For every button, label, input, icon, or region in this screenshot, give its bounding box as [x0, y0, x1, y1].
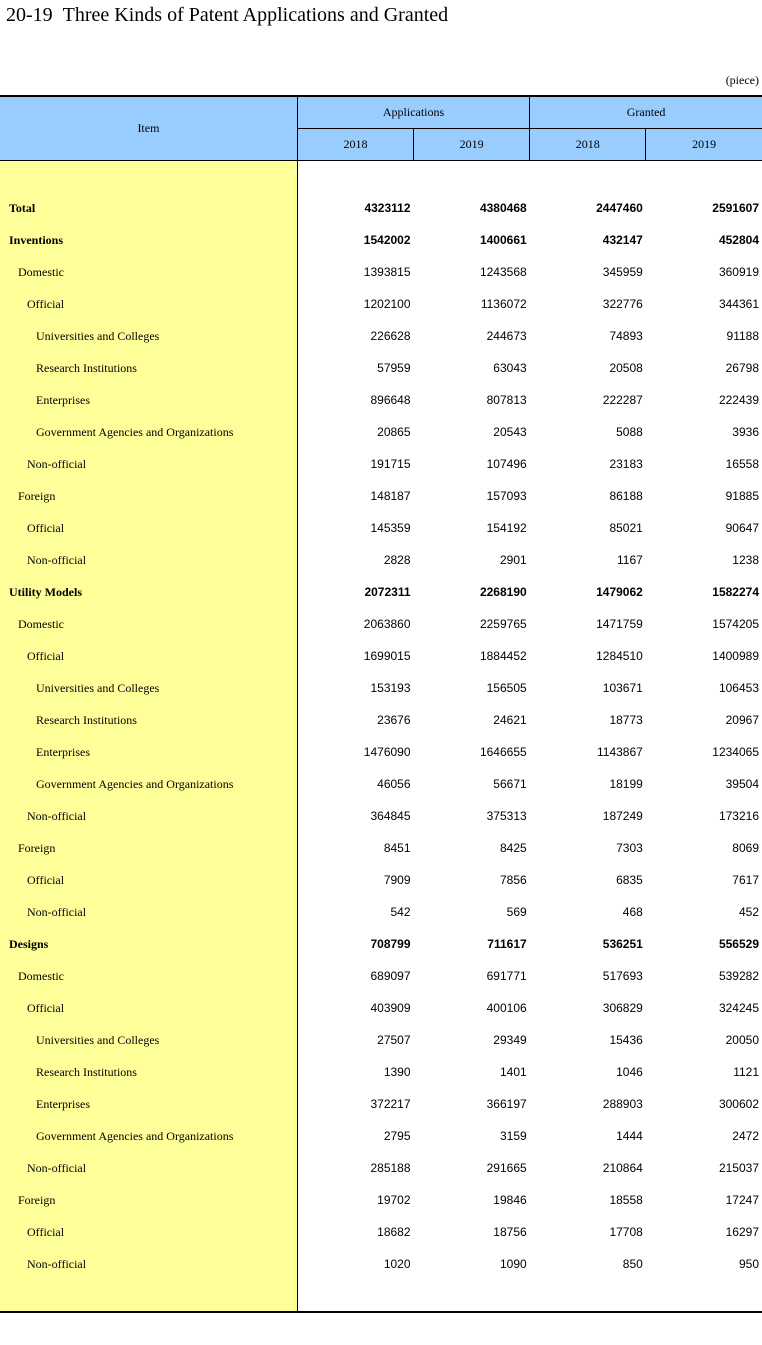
granted-2018-value: 18558 [609, 1193, 643, 1207]
applications-2018-value: 4323112 [364, 201, 411, 215]
applications-2019-value: 691771 [486, 969, 527, 983]
applications-2018-value: 8451 [383, 841, 411, 855]
table-row [0, 960, 762, 992]
applications-2018-value: 148187 [370, 489, 411, 503]
applications-2019-value: 366197 [486, 1097, 527, 1111]
table-row [0, 320, 762, 352]
row-label: Non-official [0, 1152, 297, 1184]
granted-2019-value: 91188 [726, 329, 759, 343]
applications-2018-value: 285188 [370, 1161, 411, 1175]
applications-2019-value: 157093 [486, 489, 527, 503]
granted-2018-value: 5088 [616, 425, 643, 439]
table-row [0, 832, 762, 864]
granted-2018-value: 187249 [602, 809, 643, 823]
row-label: Research Institutions [0, 352, 297, 384]
applications-2019-value: 2259765 [479, 617, 527, 631]
applications-2018-value: 2063860 [363, 617, 411, 631]
applications-2019-value: 711617 [487, 937, 527, 951]
spacer-value-cell [530, 161, 646, 193]
applications-2018-value: 27507 [377, 1033, 411, 1047]
applications-2018-value: 1699015 [363, 649, 411, 663]
granted-2018-value: 1167 [617, 553, 643, 567]
spacer-value-cell [414, 161, 530, 193]
applications-2018-value: 226628 [370, 329, 411, 343]
row-label: Non-official [0, 448, 297, 480]
granted-2018-value: 517693 [602, 969, 643, 983]
granted-2019-value: 91885 [725, 489, 759, 503]
granted-2018-value: 2447460 [596, 201, 643, 215]
granted-2019-value: 222439 [718, 393, 759, 407]
table-row [0, 1184, 762, 1216]
spacer-value-cell [646, 161, 762, 193]
granted-2018-value: 1471759 [596, 617, 643, 631]
granted-2018-value: 850 [622, 1257, 643, 1271]
table-body [0, 161, 762, 1313]
applications-2019-value: 569 [506, 905, 527, 919]
applications-2019-value: 20543 [493, 425, 527, 439]
applications-2018-header: 2018 [297, 129, 413, 161]
granted-2019-value: 20967 [725, 713, 759, 727]
row-label: Designs [0, 928, 297, 960]
spacer-value-cell [414, 1280, 530, 1312]
applications-2018-value: 1542002 [363, 233, 411, 247]
granted-2019-value: 7617 [732, 873, 759, 887]
granted-2019-header: 2019 [646, 129, 762, 161]
table-row [0, 928, 762, 960]
row-label: Government Agencies and Organizations [0, 1120, 297, 1152]
granted-2019-value: 556529 [718, 937, 759, 951]
granted-2019-value: 1582274 [712, 585, 759, 599]
granted-2018-value: 432147 [602, 233, 643, 247]
granted-2019-value: 26798 [725, 361, 759, 375]
granted-2019-value: 539282 [718, 969, 759, 983]
granted-2018-value: 17708 [609, 1225, 643, 1239]
applications-2018-value: 1476090 [363, 745, 411, 759]
granted-2018-value: 20508 [609, 361, 643, 375]
table-row [0, 1152, 762, 1184]
granted-2019-value: 324245 [718, 1001, 759, 1015]
granted-2018-value: 210864 [602, 1161, 643, 1175]
applications-2019-value: 7856 [499, 873, 527, 887]
table-row [0, 864, 762, 896]
spacer-value-cell [297, 161, 413, 193]
spacer-value-cell [646, 1280, 762, 1312]
table-row [0, 1056, 762, 1088]
granted-2019-value: 2472 [732, 1129, 759, 1143]
applications-2019-value: 3159 [499, 1129, 527, 1143]
applications-2018-value: 1202100 [363, 297, 411, 311]
applications-2018-value: 2072311 [364, 585, 411, 599]
row-label: Research Institutions [0, 1056, 297, 1088]
row-label: Non-official [0, 896, 297, 928]
granted-2018-value: 536251 [602, 937, 643, 951]
granted-2018-value: 345959 [602, 265, 643, 279]
granted-2019-value: 2591607 [712, 201, 759, 215]
table-row [0, 512, 762, 544]
applications-2018-value: 372217 [370, 1097, 411, 1111]
applications-2019-value: 1884452 [479, 649, 527, 663]
row-label: Enterprises [0, 736, 297, 768]
table-row [0, 448, 762, 480]
applications-2018-value: 1020 [383, 1257, 411, 1271]
table-row [0, 640, 762, 672]
applications-2018-value: 896648 [370, 393, 411, 407]
row-label: Official [0, 992, 297, 1024]
applications-2018-value: 2795 [383, 1129, 411, 1143]
applications-2019-value: 291665 [486, 1161, 527, 1175]
applications-2019-value: 8425 [499, 841, 527, 855]
table-row [0, 224, 762, 256]
row-label: Domestic [0, 960, 297, 992]
row-label: Government Agencies and Organizations [0, 768, 297, 800]
applications-2018-value: 1390 [383, 1065, 411, 1079]
granted-2019-value: 90647 [725, 521, 759, 535]
applications-2018-value: 1393815 [363, 265, 411, 279]
table-row [0, 256, 762, 288]
row-label: Research Institutions [0, 704, 297, 736]
granted-2018-value: 86188 [609, 489, 643, 503]
granted-2019-value: 452804 [718, 233, 759, 247]
granted-2018-value: 85021 [609, 521, 643, 535]
granted-2019-value: 16558 [725, 457, 759, 471]
applications-2018-value: 191715 [370, 457, 411, 471]
applications-2018-value: 364845 [370, 809, 411, 823]
table-row [0, 480, 762, 512]
applications-2019-value: 24621 [493, 713, 527, 727]
row-label: Enterprises [0, 1088, 297, 1120]
granted-2018-value: 7303 [616, 841, 643, 855]
granted-2019-value: 215037 [718, 1161, 759, 1175]
granted-2018-header: 2018 [530, 129, 646, 161]
applications-2018-value: 542 [390, 905, 411, 919]
granted-2018-value: 23183 [609, 457, 643, 471]
spacer-label-cell [0, 161, 297, 193]
granted-2019-value: 17247 [725, 1193, 759, 1207]
applications-2019-value: 63043 [493, 361, 527, 375]
granted-2019-value: 1234065 [712, 745, 759, 759]
applications-2019-value: 807813 [486, 393, 527, 407]
spacer-value-cell [530, 1280, 646, 1312]
granted-2019-value: 1238 [732, 553, 759, 567]
applications-2019-value: 1136072 [480, 297, 527, 311]
applications-2019-value: 1243568 [479, 265, 527, 279]
row-label: Inventions [0, 224, 297, 256]
applications-2019-value: 2901 [499, 553, 527, 567]
applications-2018-value: 708799 [370, 937, 411, 951]
applications-2019-value: 156505 [486, 681, 527, 695]
granted-2019-value: 3936 [732, 425, 759, 439]
granted-2018-value: 1444 [616, 1129, 643, 1143]
applications-2018-value: 23676 [377, 713, 411, 727]
granted-2018-value: 103671 [602, 681, 643, 695]
table-row [0, 768, 762, 800]
row-label: Non-official [0, 544, 297, 576]
applications-2019-header: 2019 [414, 129, 530, 161]
granted-2019-value: 950 [738, 1257, 759, 1271]
applications-2019-value: 1401 [499, 1065, 527, 1079]
table-row [0, 736, 762, 768]
granted-2019-value: 1400989 [712, 649, 759, 663]
spacer-row [0, 1280, 762, 1312]
page-title [6, 4, 448, 27]
table-row [0, 800, 762, 832]
applications-2019-value: 400106 [486, 1001, 527, 1015]
granted-2018-value: 6835 [616, 873, 643, 887]
row-label: Foreign [0, 480, 297, 512]
granted-2019-value: 20050 [725, 1033, 759, 1047]
applications-2018-value: 7909 [383, 873, 411, 887]
patent-table [0, 95, 762, 1313]
applications-2019-value: 19846 [493, 1193, 527, 1207]
row-label: Official [0, 512, 297, 544]
row-label: Government Agencies and Organizations [0, 416, 297, 448]
applications-2018-value: 403909 [370, 1001, 411, 1015]
granted-2019-value: 16297 [725, 1225, 759, 1239]
granted-2018-value: 306829 [602, 1001, 643, 1015]
granted-2019-value: 300602 [718, 1097, 759, 1111]
applications-2018-value: 2828 [383, 553, 411, 567]
applications-2018-value: 689097 [370, 969, 411, 983]
table-row [0, 384, 762, 416]
row-label: Official [0, 864, 297, 896]
granted-2018-value: 18199 [609, 777, 643, 791]
granted-2019-value: 1121 [733, 1065, 759, 1079]
granted-2019-value: 173216 [718, 809, 759, 823]
unit-label: (piece) [725, 73, 759, 87]
table-row [0, 896, 762, 928]
granted-2019-value: 452 [738, 905, 759, 919]
applications-2019-value: 107496 [486, 457, 527, 471]
granted-2019-value: 344361 [718, 297, 759, 311]
table-row [0, 352, 762, 384]
row-label: Enterprises [0, 384, 297, 416]
row-label: Domestic [0, 608, 297, 640]
granted-2019-value: 1574205 [712, 617, 759, 631]
applications-2019-value: 154192 [486, 521, 527, 535]
applications-2019-value: 1646655 [479, 745, 527, 759]
granted-2019-value: 360919 [718, 265, 759, 279]
table-row [0, 1120, 762, 1152]
row-label: Universities and Colleges [0, 320, 297, 352]
applications-2019-value: 56671 [493, 777, 527, 791]
table-row [0, 192, 762, 224]
applications-2019-value: 18756 [493, 1225, 527, 1239]
table-row [0, 1216, 762, 1248]
granted-2018-value: 1284510 [596, 649, 643, 663]
row-label: Foreign [0, 832, 297, 864]
row-label: Utility Models [0, 576, 297, 608]
granted-2018-value: 74893 [609, 329, 643, 343]
applications-2019-value: 2268190 [479, 585, 527, 599]
applications-2019-value: 244673 [486, 329, 527, 343]
item-column-header: Item [0, 96, 297, 161]
spacer-row [0, 161, 762, 193]
table-header [0, 96, 762, 161]
table-row [0, 992, 762, 1024]
table-row [0, 416, 762, 448]
table-row [0, 544, 762, 576]
granted-2018-value: 222287 [602, 393, 643, 407]
table-row [0, 704, 762, 736]
granted-2019-value: 39504 [725, 777, 759, 791]
granted-2018-value: 468 [622, 905, 643, 919]
granted-2018-value: 15436 [609, 1033, 643, 1047]
applications-group-header: Applications [297, 96, 529, 129]
row-label: Official [0, 640, 297, 672]
granted-2018-value: 1143867 [596, 745, 643, 759]
applications-2018-value: 18682 [377, 1225, 411, 1239]
applications-2019-value: 375313 [486, 809, 527, 823]
granted-2018-value: 1046 [616, 1065, 643, 1079]
row-label: Universities and Colleges [0, 672, 297, 704]
row-label: Official [0, 288, 297, 320]
table-row [0, 288, 762, 320]
granted-2018-value: 18773 [609, 713, 643, 727]
granted-2018-value: 322776 [602, 297, 643, 311]
row-label: Total [0, 192, 297, 224]
table-row [0, 608, 762, 640]
applications-2018-value: 20865 [377, 425, 411, 439]
row-label: Non-official [0, 1248, 297, 1280]
granted-2018-value: 288903 [602, 1097, 643, 1111]
applications-2018-value: 153193 [370, 681, 411, 695]
table-row [0, 576, 762, 608]
row-label: Domestic [0, 256, 297, 288]
row-label: Official [0, 1216, 297, 1248]
spacer-value-cell [297, 1280, 413, 1312]
granted-2018-value: 1479062 [596, 585, 643, 599]
applications-2018-value: 145359 [370, 521, 411, 535]
applications-2019-value: 1400661 [479, 233, 527, 247]
spacer-label-cell [0, 1280, 297, 1312]
table-title: Three Kinds of Patent Applications and Granted [62, 4, 449, 26]
table-row [0, 1088, 762, 1120]
table-row [0, 1248, 762, 1280]
row-label: Universities and Colleges [0, 1024, 297, 1056]
row-label: Foreign [0, 1184, 297, 1216]
table-row [0, 672, 762, 704]
applications-2019-value: 29349 [493, 1033, 527, 1047]
applications-2018-value: 57959 [377, 361, 411, 375]
table-row [0, 1024, 762, 1056]
granted-2019-value: 106453 [718, 681, 759, 695]
row-label: Non-official [0, 800, 297, 832]
applications-2019-value: 4380468 [479, 201, 527, 215]
applications-2018-value: 19702 [377, 1193, 411, 1207]
table-number: 20-19 [6, 4, 53, 26]
granted-2019-value: 8069 [732, 841, 759, 855]
applications-2019-value: 1090 [499, 1257, 527, 1271]
applications-2018-value: 46056 [377, 777, 411, 791]
granted-group-header: Granted [530, 96, 762, 129]
